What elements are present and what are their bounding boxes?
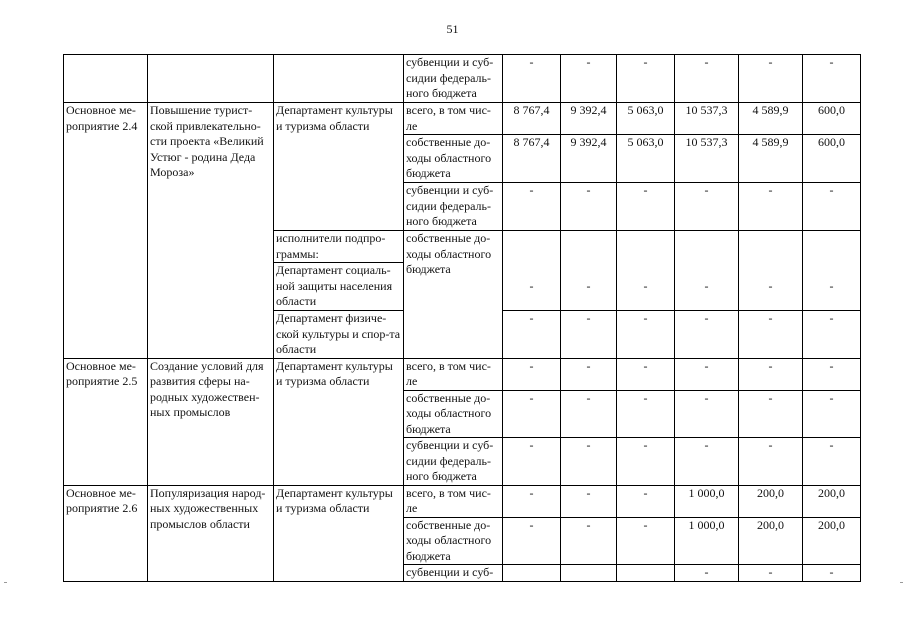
value-cell: - xyxy=(503,358,561,390)
value-cell: - xyxy=(503,183,561,231)
value-cell xyxy=(803,231,861,263)
value-cell xyxy=(739,231,803,263)
value-cell: - xyxy=(503,485,561,517)
value-cell: - xyxy=(561,263,617,311)
executors-label: исполнители подпро-граммы: xyxy=(274,231,404,263)
source-cell: субвенции и суб-сидии федераль-ного бюджета xyxy=(404,438,503,486)
value-cell: 600,0 xyxy=(803,103,861,135)
value-cell xyxy=(617,231,675,263)
value-cell: - xyxy=(739,183,803,231)
executor-cell xyxy=(274,55,404,103)
value-cell: - xyxy=(617,390,675,438)
value-cell: - xyxy=(803,55,861,103)
source-cell: собственные до-ходы областного бюджета xyxy=(404,517,503,565)
value-cell: - xyxy=(617,183,675,231)
value-cell xyxy=(503,231,561,263)
value-cell xyxy=(617,565,675,582)
source-cell: субвенции и суб-сидии федераль-ного бюджета xyxy=(404,55,503,103)
code-cell: Основное ме-роприятие 2.6 xyxy=(64,485,148,581)
table-row xyxy=(64,103,861,135)
value-cell: 8 767,4 xyxy=(503,103,561,135)
value-cell: 200,0 xyxy=(739,485,803,517)
scan-mark xyxy=(4,582,7,583)
value-cell: 4 589,9 xyxy=(739,103,803,135)
source-cell: собственные до-ходы областного бюджета xyxy=(404,231,503,359)
table-row xyxy=(64,358,861,390)
value-cell: - xyxy=(617,358,675,390)
value-cell: - xyxy=(675,565,739,582)
value-cell: - xyxy=(675,390,739,438)
value-cell: - xyxy=(739,263,803,311)
value-cell: 10 537,3 xyxy=(675,135,739,183)
source-cell: всего, в том чис-ле xyxy=(404,103,503,135)
value-cell: - xyxy=(503,55,561,103)
value-cell: - xyxy=(561,358,617,390)
code-cell: Основное ме-роприятие 2.5 xyxy=(64,358,148,485)
name-cell xyxy=(148,55,274,103)
executor-cell: Департамент культуры и туризма области xyxy=(274,103,404,231)
value-cell: - xyxy=(503,390,561,438)
name-cell: Популяризация народ-ных художественных промыслов области xyxy=(148,485,274,581)
executor-cell: Департамент физиче-ской культуры и спор-та области xyxy=(274,311,404,359)
value-cell: - xyxy=(617,55,675,103)
value-cell: - xyxy=(561,55,617,103)
value-cell: - xyxy=(561,390,617,438)
code-cell: Основное ме-роприятие 2.4 xyxy=(64,103,148,359)
value-cell: - xyxy=(617,517,675,565)
source-cell: собственные до-ходы областного бюджета xyxy=(404,390,503,438)
value-cell: 200,0 xyxy=(803,485,861,517)
value-cell: - xyxy=(617,311,675,359)
value-cell: - xyxy=(803,438,861,486)
value-cell: - xyxy=(739,565,803,582)
value-cell: - xyxy=(503,517,561,565)
value-cell: 4 589,9 xyxy=(739,135,803,183)
scan-mark xyxy=(900,582,903,583)
source-cell: всего, в том чис-ле xyxy=(404,485,503,517)
value-cell: - xyxy=(803,390,861,438)
table-row xyxy=(64,485,861,517)
value-cell: - xyxy=(739,55,803,103)
source-cell: собственные до-ходы областного бюджета xyxy=(404,135,503,183)
value-cell: - xyxy=(675,358,739,390)
table-row xyxy=(64,55,861,103)
value-cell: - xyxy=(675,311,739,359)
value-cell: 600,0 xyxy=(803,135,861,183)
value-cell: - xyxy=(617,438,675,486)
executor-cell: Департамент социаль-ной защиты населения области xyxy=(274,263,404,311)
value-cell: - xyxy=(561,485,617,517)
name-cell: Повышение турист-ской привлекательно-сти проекта «Великий Устюг - родина Деда Мороза» xyxy=(148,103,274,359)
value-cell: 9 392,4 xyxy=(561,103,617,135)
page-number: 51 xyxy=(446,22,459,36)
value-cell xyxy=(561,231,617,263)
value-cell: 1 000,0 xyxy=(675,485,739,517)
source-cell: субвенции и суб-сидии федераль-ного бюджета xyxy=(404,183,503,231)
name-cell: Создание условий для развития сферы на-родных художествен-ных промыслов xyxy=(148,358,274,485)
value-cell: 8 767,4 xyxy=(503,135,561,183)
value-cell: - xyxy=(503,438,561,486)
value-cell: - xyxy=(739,390,803,438)
source-cell: всего, в том чис-ле xyxy=(404,358,503,390)
value-cell: - xyxy=(739,438,803,486)
value-cell: - xyxy=(803,565,861,582)
value-cell: - xyxy=(617,263,675,311)
value-cell: - xyxy=(561,438,617,486)
budget-table xyxy=(63,54,861,582)
value-cell: 9 392,4 xyxy=(561,135,617,183)
value-cell: - xyxy=(675,438,739,486)
value-cell: - xyxy=(503,263,561,311)
source-cell: субвенции и суб- xyxy=(404,565,503,582)
value-cell: - xyxy=(561,517,617,565)
code-cell xyxy=(64,55,148,103)
value-cell: - xyxy=(675,263,739,311)
value-cell xyxy=(675,231,739,263)
value-cell: - xyxy=(739,311,803,359)
value-cell: 1 000,0 xyxy=(675,517,739,565)
executor-cell: Департамент культуры и туризма области xyxy=(274,358,404,485)
executor-cell: Департамент культуры и туризма области xyxy=(274,485,404,581)
value-cell: - xyxy=(503,311,561,359)
value-cell: - xyxy=(561,183,617,231)
value-cell: - xyxy=(561,311,617,359)
value-cell xyxy=(503,565,561,582)
value-cell: 200,0 xyxy=(739,517,803,565)
value-cell: - xyxy=(675,55,739,103)
value-cell: - xyxy=(617,485,675,517)
value-cell: 200,0 xyxy=(803,517,861,565)
value-cell: - xyxy=(803,183,861,231)
value-cell: 5 063,0 xyxy=(617,135,675,183)
value-cell: - xyxy=(739,358,803,390)
value-cell: 10 537,3 xyxy=(675,103,739,135)
value-cell: - xyxy=(803,358,861,390)
value-cell xyxy=(561,565,617,582)
value-cell: - xyxy=(675,183,739,231)
value-cell: 5 063,0 xyxy=(617,103,675,135)
value-cell: - xyxy=(803,311,861,359)
value-cell: - xyxy=(803,263,861,311)
